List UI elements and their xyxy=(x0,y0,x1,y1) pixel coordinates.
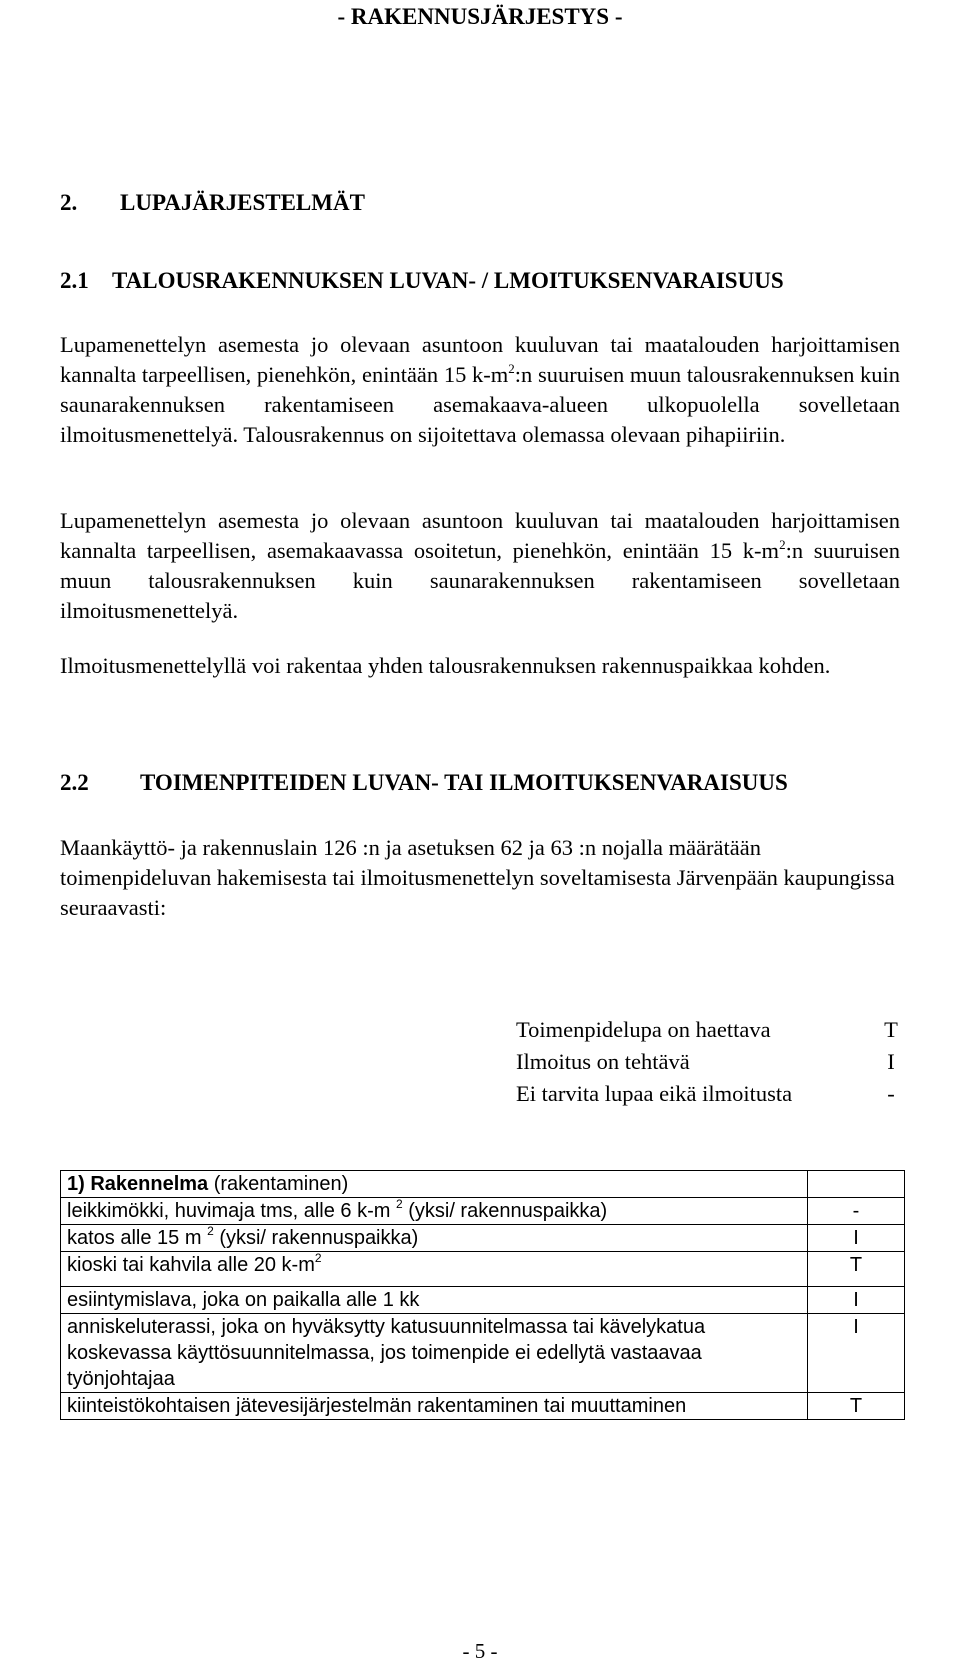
table-cell xyxy=(61,1225,808,1252)
table-code-cell: T xyxy=(808,1252,905,1287)
table-row xyxy=(61,1252,905,1287)
subsection-number: 2.2 xyxy=(60,770,89,795)
subsection-title: TALOUSRAKENNUKSEN LUVAN- / LMOITUKSENVARAISUUS xyxy=(112,268,784,293)
superscript: 2 xyxy=(779,537,786,552)
superscript: 2 xyxy=(395,1197,403,1211)
subsection-number: 2.1 xyxy=(60,268,89,293)
table-cell: esiintymislava, joka on paikalla alle 1 kk xyxy=(61,1287,808,1314)
table-cell: kiinteistökohtaisen jätevesijärjestelmän rakentaminen tai muuttaminen xyxy=(61,1393,808,1420)
paragraph-text: Ilmoitusmenettelyllä voi rakentaa yhden talousrakennuksen rakennuspaikkaa kohden. xyxy=(60,653,831,678)
table-code-cell xyxy=(808,1171,905,1198)
legend-code: - xyxy=(887,1081,895,1106)
cell-text: (yksi/ rakennuspaikka) xyxy=(213,1227,419,1249)
table-cell: anniskeluterassi, joka on hyväksytty katusuunnitelmassa tai kävelykatua koskevassa käyttösuunnitelmassa, jos toimenpide ei edellytä vastaavaa työnjohtajaa xyxy=(61,1314,808,1393)
cell-text: leikkimökki, huvimaja tms, alle 6 k-m xyxy=(67,1200,396,1222)
legend-label: Ilmoitus on tehtävä xyxy=(516,1049,690,1074)
paragraph-2-1-b xyxy=(60,506,900,626)
table-cell xyxy=(61,1252,808,1287)
table-row xyxy=(61,1393,905,1420)
table-code-cell: T xyxy=(808,1393,905,1420)
paragraph-2-1-a xyxy=(60,330,900,450)
permit-table xyxy=(60,1170,905,1420)
table-code-cell: I xyxy=(808,1225,905,1252)
legend-row xyxy=(516,1014,906,1046)
cell-text: kioski tai kahvila alle 20 k-m xyxy=(67,1254,315,1276)
table-code-cell: - xyxy=(808,1198,905,1225)
code-legend xyxy=(516,1014,906,1110)
paragraph-text: Lupamenettelyn asemesta jo olevaan asuntoon kuuluvan tai maatalouden harjoittamisen kannalta tarpeellisen, pienehkön, enintään 15 k-m xyxy=(60,332,900,387)
paragraph-text: :n suuruisen muun talousrakennuksen kuin saunarakennuksen rakentamiseen sovelletaan ilmoitusmenettelyä. xyxy=(60,538,901,623)
legend-row xyxy=(516,1078,906,1110)
legend-label: Toimenpidelupa on haettava xyxy=(516,1017,771,1042)
superscript: 2 xyxy=(207,1224,214,1238)
paragraph-text: :n suuruisen muun talousrakennuksen kuin saunarakennuksen rakentamiseen asemakaava-alueen ulkopuolella sovelletaan ilmoitusmenettelyä. Talousrakennus on sijoitettava olemassa olevaan pihapiiriin. xyxy=(60,362,901,447)
table-heading-rest: (rakentaminen) xyxy=(208,1173,349,1195)
table-row xyxy=(61,1198,905,1225)
superscript: 2 xyxy=(314,1251,322,1265)
paragraph-text: Lupamenettelyn asemesta jo olevaan asuntoon kuuluvan tai maatalouden harjoittamisen kannalta tarpeellisen, asemakaavassa osoitetun, pienehkön, enintään 15 k-m xyxy=(60,508,900,563)
cell-text: (yksi/ rakennuspaikka) xyxy=(402,1200,608,1222)
section-title: LUPAJÄRJESTELMÄT xyxy=(120,190,365,215)
paragraph-2-2 xyxy=(60,833,900,923)
table-cell xyxy=(61,1171,808,1198)
superscript: 2 xyxy=(508,361,515,376)
section-number: 2. xyxy=(60,190,78,215)
legend-row xyxy=(516,1046,906,1078)
table-heading-bold: 1) Rakennelma xyxy=(67,1173,209,1195)
cell-text: katos alle 15 m xyxy=(67,1227,208,1249)
table-header-row xyxy=(61,1171,905,1198)
paragraph-2-1-c xyxy=(60,651,900,681)
paragraph-text: Maankäyttö- ja rakennuslain 126 :n ja asetuksen 62 ja 63 :n nojalla määrätään toimenpideluvan hakemisesta tai ilmoitusmenettelyn soveltamisesta Järvenpään kaupungissa seuraavasti: xyxy=(60,835,895,920)
table-cell xyxy=(61,1198,808,1225)
legend-label: Ei tarvita lupaa eikä ilmoitusta xyxy=(516,1081,793,1106)
table-code-cell: I xyxy=(808,1314,905,1393)
table-code-cell: I xyxy=(808,1287,905,1314)
subsection-2-2-heading xyxy=(60,770,788,796)
legend-code: I xyxy=(887,1049,895,1074)
subsection-2-1-heading xyxy=(60,268,784,294)
section-heading xyxy=(60,190,365,216)
page-number: - 5 - xyxy=(462,1639,498,1663)
subsection-title: TOIMENPITEIDEN LUVAN- TAI ILMOITUKSENVARAISUUS xyxy=(140,770,788,795)
table-row xyxy=(61,1314,905,1393)
page-header: - RAKENNUSJÄRJESTYS - xyxy=(337,4,623,29)
table-row xyxy=(61,1225,905,1252)
legend-code: T xyxy=(884,1017,898,1042)
table-row xyxy=(61,1287,905,1314)
